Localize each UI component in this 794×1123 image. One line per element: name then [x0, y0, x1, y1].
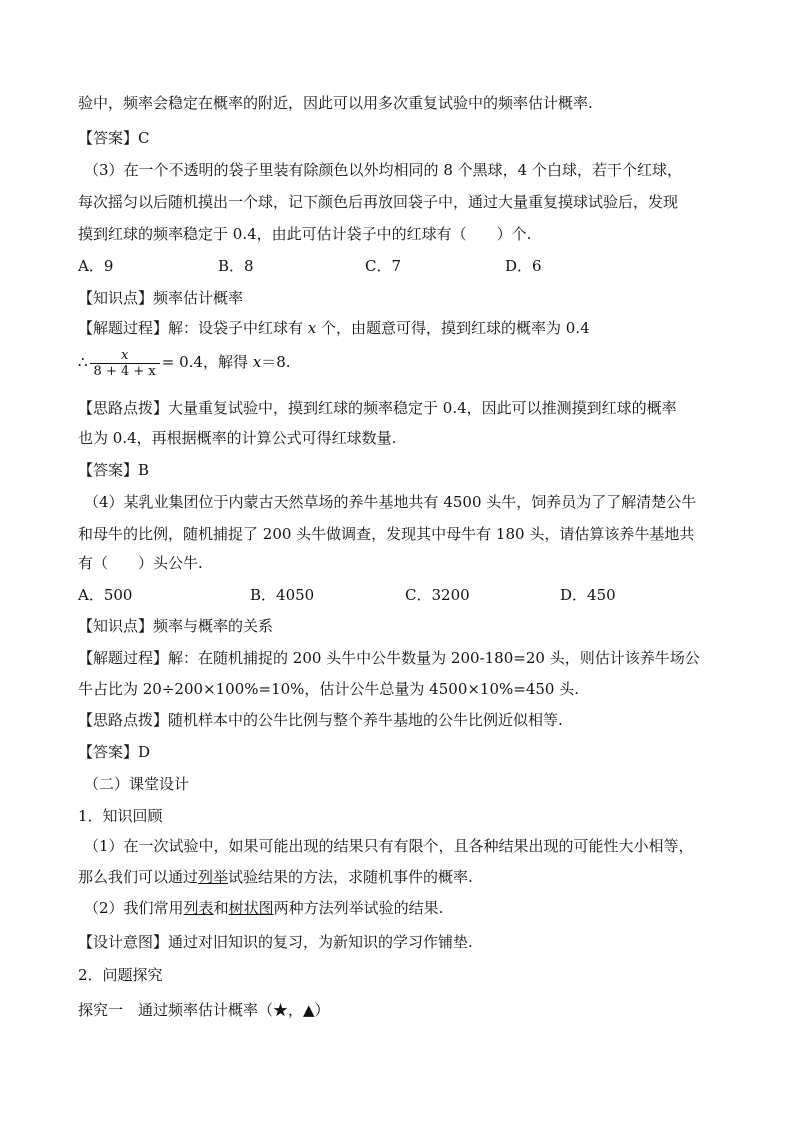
q3-fraction: $\frac{x}{8 + 4 + x}$ — [90, 348, 160, 379]
q4-knowledge: 【知识点】频率与概率的关系 — [78, 617, 274, 635]
paragraph-continuation: 验中，频率会稳定在概率的附近，因此可以用多次重复试验中的频率估计概率. — [78, 94, 593, 112]
q4-option-c: C．3200 — [405, 586, 470, 604]
q4-option-a: A．500 — [78, 586, 133, 604]
knowledge-review-heading: 1．知识回顾 — [78, 807, 163, 825]
q3-equation: ∴ $\frac{x}{8 + 4 + x}$ = 0.4，解得 x＝8. — [78, 347, 291, 379]
q3-hint-line-1: 【思路点拨】大量重复试验中，摸到红球的频率稳定于 0.4，因此可以推测摸到红球的概率 — [78, 399, 677, 417]
q4-option-d: D．450 — [560, 586, 616, 604]
section-heading-classroom-design: （二）课堂设计 — [84, 775, 190, 793]
review-item-1-line-2: 那么我们可以通过列举试验结果的方法，求随机事件的概率. — [78, 868, 473, 886]
q3-process: 【解题过程】解：设袋子中红球有 x 个，由题意可得，摸到红球的概率为 0.4 — [78, 319, 590, 337]
review-item-1-line-1: （1）在一次试验中，如果可能出现的结果只有有限个，且各种结果出现的可能性大小相等， — [84, 837, 694, 855]
q3-knowledge: 【知识点】频率估计概率 — [78, 289, 244, 307]
q3-stem-line-2: 每次摇匀以后随机摸出一个球，记下颜色后再放回袋子中，通过大量重复摸球试验后，发现 — [78, 193, 679, 211]
q4-process-line-2: 牛占比为 20÷200×100%=10%，估计公牛总量为 4500×10%=450 头. — [78, 680, 579, 698]
q4-process-line-1: 【解题过程】解：在随机捕捉的 200 头牛中公牛数量为 200-180=20 头，则估计该养牛场公 — [78, 649, 700, 667]
problem-exploration-heading: 2．问题探究 — [78, 966, 163, 984]
q4-stem-line-2: 和母牛的比例，随机捕捉了 200 头牛做调查，发现其中母牛有 180 头，请估算该养牛基地共 — [78, 525, 695, 543]
design-intent: 【设计意图】通过对旧知识的复习，为新知识的学习作铺垫. — [78, 933, 473, 951]
q4-option-b: B．4050 — [250, 586, 315, 604]
review-item-2: （2）我们常用列表和树状图两种方法列举试验的结果. — [84, 899, 444, 917]
exploration-item-1: 探究一 通过频率估计概率（★，▲） — [78, 1001, 330, 1019]
q3-stem-line-3: 摸到红球的频率稳定于 0.4，由此可估计袋子中的红球有（ ）个. — [78, 225, 532, 243]
q3-answer: 【答案】B — [78, 461, 150, 479]
q3-option-d: D．6 — [505, 257, 542, 275]
q3-hint-line-2: 也为 0.4，再根据概率的计算公式可得红球数量. — [78, 429, 397, 447]
q3-option-c: C．7 — [365, 257, 402, 275]
q4-hint: 【思路点拨】随机样本中的公牛比例与整个养牛基地的公牛比例近似相等. — [78, 711, 563, 729]
q3-stem-line-1: （3）在一个不透明的袋子里装有除颜色以外均相同的 8 个黑球，4 个白球，若干个红球， — [84, 161, 682, 179]
q4-answer: 【答案】D — [78, 743, 151, 761]
q4-stem-line-1: （4）某乳业集团位于内蒙古天然草场的养牛基地共有 4500 头牛，饲养员为了了解清楚公牛 — [84, 493, 697, 511]
q3-option-b: B．8 — [218, 257, 254, 275]
q2-answer: 【答案】C — [78, 129, 150, 147]
q3-option-a: A．9 — [78, 257, 114, 275]
q4-stem-line-3: 有（ ）头公牛. — [78, 554, 203, 572]
